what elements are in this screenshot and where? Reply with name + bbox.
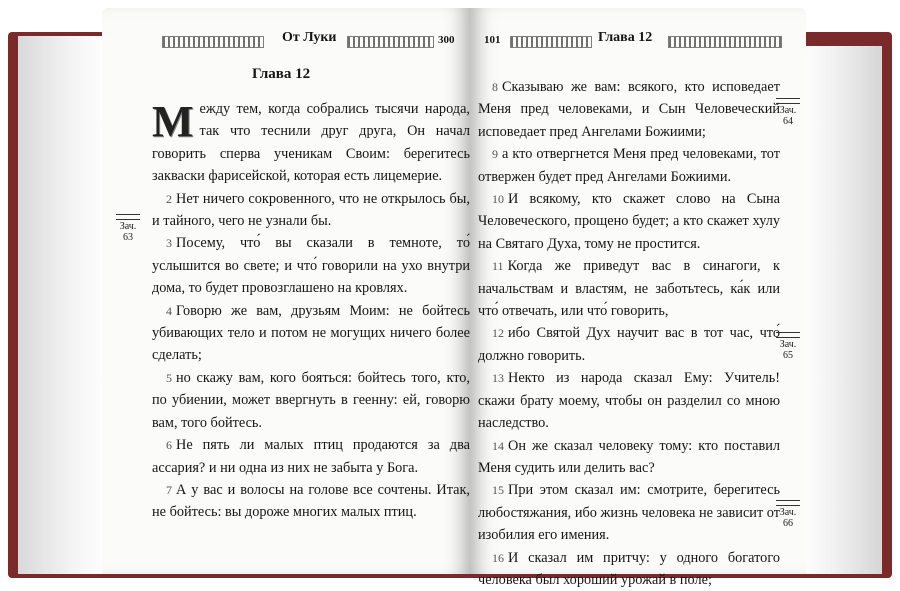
verse-3 — [152, 232, 470, 299]
verse-number: 4 — [166, 303, 172, 318]
verse-number: 9 — [492, 147, 498, 162]
right-page-text — [478, 76, 780, 591]
verse-8 — [478, 76, 780, 143]
verse-number: 10 — [492, 192, 504, 207]
verse-16 — [478, 547, 780, 591]
verse-14 — [478, 435, 780, 480]
verse-number: 7 — [166, 482, 172, 497]
verse-number: 5 — [166, 370, 172, 385]
margin-note-label: Зач. — [779, 105, 797, 116]
verse-text: Сказываю же вам: всякого, кто исповедает Меня пред человеками, и Сын Человеческий исповедает пред Ангелами Божиими; — [478, 79, 780, 140]
verse-number: 16 — [492, 550, 504, 565]
verse-text: Не пять ли малых птиц продаются за два ассария? и ни одна из них не забыта у Бога. — [152, 437, 470, 476]
margin-note-number: 63 — [123, 232, 133, 243]
verse-text: ибо Святой Дух научит вас в тот час, что́ должно говорить. — [478, 325, 780, 364]
chapter-heading: Глава 12 — [252, 66, 311, 82]
verse-10 — [478, 188, 780, 255]
margin-note-number: 65 — [783, 350, 793, 361]
verse-9 — [478, 143, 780, 188]
margin-note-zach-66 — [776, 500, 800, 529]
verse-text: но скажу вам, кого бояться: бойтесь того, кто, по убиении, может ввергнуть в геенну: ей, говорю вам, того бойтесь. — [152, 369, 470, 431]
left-page-text — [152, 98, 470, 524]
verse-text: а кто отвергнется Меня пред человеками, тот отвержен будет пред Ангелами Божиими. — [478, 146, 780, 185]
page-edges-left — [18, 36, 108, 574]
margin-note-number: 66 — [783, 518, 793, 529]
verse-number: 14 — [492, 438, 504, 453]
header-ornament-icon — [162, 36, 264, 48]
verse-number: 6 — [166, 438, 172, 453]
verse-4 — [152, 300, 470, 367]
verse-7 — [152, 479, 470, 524]
margin-mark-icon — [116, 214, 140, 220]
drop-cap-letter: М — [152, 97, 194, 146]
verse-text: При этом сказал им: смотрите, берегитесь любостяжания, ибо жизнь человека не зависит от изобилия его имения. — [478, 482, 780, 544]
verse-text: Нет ничего сокровенного, что не открылось бы, и тайного, чего не узнали бы. — [152, 190, 470, 230]
verse-number: 11 — [492, 259, 504, 274]
verse-5 — [152, 367, 470, 434]
left-page-header — [162, 30, 462, 52]
header-ornament-icon — [347, 36, 434, 48]
verse-1 — [152, 98, 470, 188]
verse-text: Некто из народа сказал Ему: Учитель! скажи брату моему, чтобы он разделил со мною наследство. — [478, 370, 780, 432]
verse-number: 13 — [492, 371, 504, 386]
page-number: 101 — [484, 34, 501, 46]
verse-6 — [152, 434, 470, 479]
right-page — [470, 8, 806, 588]
verse-text: Когда же приведут вас в синагоги, к начальствам и властям, не заботьтесь, ка́к или что́ отвечать, или что́ говорить, — [478, 258, 780, 320]
verse-2 — [152, 188, 470, 233]
running-title: Глава 12 — [598, 30, 653, 45]
page-number: 300 — [438, 34, 455, 46]
margin-note-zach-63 — [116, 214, 140, 243]
verse-text: Он же сказал человеку тому: кто поставил Меня судить или делить вас? — [478, 437, 780, 476]
margin-note-label: Зач. — [779, 507, 797, 518]
verse-text: Говорю же вам, друзьям Моим: не бойтесь убивающих тело и потом не могущих ничего более сделать; — [152, 302, 470, 364]
verse-text: А у вас и волосы на голове все сочтены. Итак, не бойтесь: вы дороже многих малых птиц. — [152, 481, 470, 521]
verse-11 — [478, 255, 780, 322]
verse-text: И всякому, кто скажет слово на Сына Человеческого, прощено будет; а кто скажет хулу на Святаго Духа, тому не простится. — [478, 191, 780, 252]
margin-note-zach-65 — [776, 332, 800, 361]
margin-mark-icon — [776, 500, 800, 506]
verse-number: 3 — [166, 236, 172, 251]
verse-text: ежду тем, когда собрались тысячи народа, так что теснили друг друга, Он начал говорить сперва ученикам Своим: берегитесь закваски фарисейской, которая есть лицемерие. — [152, 101, 470, 185]
margin-note-label: Зач. — [779, 339, 797, 350]
margin-mark-icon — [776, 332, 800, 338]
verse-15 — [478, 479, 780, 546]
verse-number: 12 — [492, 326, 504, 341]
margin-note-zach-64 — [776, 98, 800, 127]
margin-note-label: Зач. — [119, 221, 137, 232]
margin-mark-icon — [776, 98, 800, 104]
page-edges-right — [800, 46, 882, 574]
margin-note-number: 64 — [783, 116, 793, 127]
verse-number: 15 — [492, 483, 504, 498]
verse-13 — [478, 367, 780, 434]
verse-text: Посему, что́ вы сказали в темноте, то́ услышится во свете; и что́ говорили на ухо внутри дома, то будет провозглашено на кровлях. — [152, 235, 470, 297]
left-page — [102, 8, 470, 574]
header-ornament-icon — [510, 36, 592, 48]
running-title: От Луки — [282, 30, 337, 45]
verse-text: И сказал им притчу: у одного богатого человека был хороший урожай в поле; — [478, 549, 780, 588]
header-ornament-icon — [668, 36, 782, 48]
verse-number: 8 — [492, 80, 498, 94]
verse-12 — [478, 322, 780, 367]
right-page-header — [480, 30, 780, 52]
verse-number: 2 — [166, 191, 172, 206]
